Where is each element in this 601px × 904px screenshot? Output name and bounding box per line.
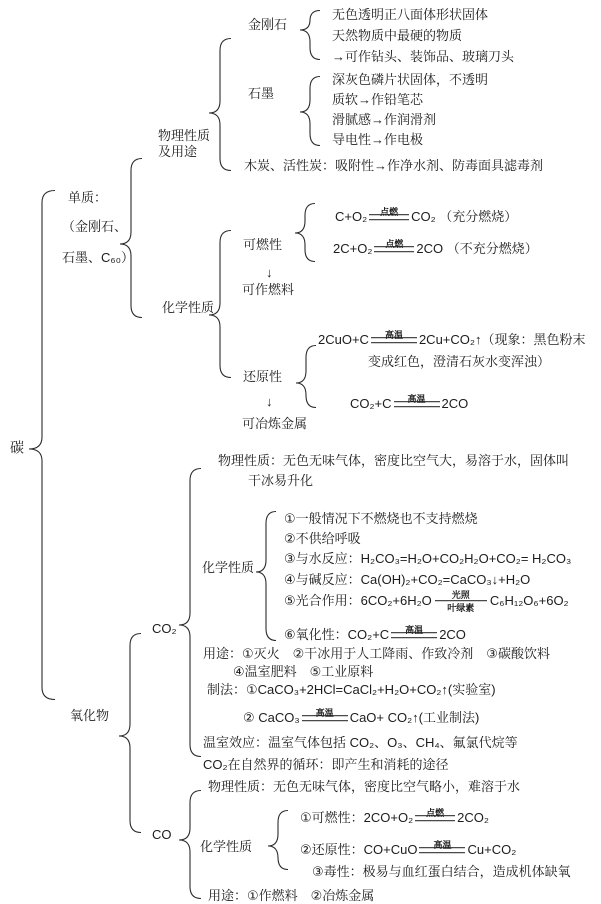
smelting-note: 可冶炼金属	[242, 416, 308, 432]
reaction-condition-line	[435, 590, 487, 613]
reaction-condition-line	[394, 394, 440, 407]
brace-graphite-props	[299, 76, 321, 146]
eq-right: Cu+CO₂	[467, 842, 517, 858]
eq-right: 2CO	[439, 627, 466, 643]
reaction-condition-line	[371, 330, 417, 343]
reaction-condition-line	[302, 708, 348, 721]
brace-co-chem-items	[267, 810, 289, 870]
reaction-condition-label: 高温	[407, 394, 426, 404]
diamond-prop-1: 无色透明正八面体形状固体	[332, 7, 489, 23]
chlorophyll-condition-label: 叶绿素	[447, 603, 475, 613]
co2-physical-line-2: 干冰易升化	[248, 473, 314, 489]
reaction-condition-line	[415, 808, 455, 821]
oxides-label: 氧化物	[70, 708, 110, 724]
down-arrow-icon: ↓	[266, 394, 273, 410]
danzhi-label-line-2: （金刚石、	[62, 219, 128, 235]
eq-left: ⑥氧化性：CO₂+C	[284, 627, 390, 643]
reaction-condition-line	[369, 207, 409, 220]
reducibility-label: 还原性	[243, 369, 283, 385]
graphite-prop-1: 深灰色磷片状固体，不透明	[332, 72, 489, 88]
diamond-prop-3: →可作钻头、装饰品、玻璃刀头	[332, 49, 515, 65]
diamond-prop-2: 天然物质中最硬的物质	[332, 28, 463, 44]
physical-props-label-line-2: 及用途	[158, 144, 198, 160]
brace-root	[28, 190, 56, 700]
combustion-eq-full	[335, 209, 517, 225]
brace-co2-chem-items	[255, 511, 277, 641]
brace-diamond-props	[299, 10, 321, 60]
charcoal-row: 木炭、活性炭：吸附性→作净水剂、防毒面具滤毒剂	[244, 158, 544, 174]
eq-right: CaO+ CO₂↑(工业制法)	[349, 710, 480, 726]
co-chem-item-2-reducibility	[300, 842, 516, 858]
reduction-eq-cuo	[318, 332, 585, 348]
reduction-eq-cuo-line2: 变成红色，澄清石灰水变浑浊）	[368, 354, 551, 370]
co2-chem-item-3: ③与水反应：H₂CO₃=H₂O+CO₂H₂O+CO₂= H₂CO₃	[284, 551, 572, 567]
co-uses-row: 用途：①作燃料 ②冶炼金属	[208, 888, 375, 904]
co2-chem-item-1: ①一般情况下不燃烧也不支持燃烧	[284, 511, 478, 527]
carbon-cycle-row: CO₂在自然界的循环：即产生和消耗的途径	[203, 757, 449, 773]
eq-left: ② CaCO₃	[243, 710, 300, 726]
reaction-condition-label: 点燃	[385, 239, 404, 249]
brace-oxides-children	[118, 633, 142, 833]
eq-left: 2CuO+C	[318, 332, 369, 348]
reaction-condition-label: 高温	[433, 840, 452, 850]
danzhi-label-line-1: 单质：	[68, 190, 108, 206]
reaction-condition-label: 点燃	[426, 808, 445, 818]
greenhouse-row: 温室效应：温室气体包括 CO₂、O₃、CH₄、氟氯代烷等	[203, 735, 518, 751]
reaction-condition-label: 高温	[315, 708, 334, 718]
eq-left: ⑤光合作用：6CO₂+6H₂O	[284, 593, 432, 609]
graphite-prop-4: 导电性→作电极	[332, 132, 424, 148]
co2-chem-item-2: ②不供给呼吸	[284, 531, 361, 547]
co2-chem-item-5-photosynthesis	[284, 590, 569, 613]
eq-right: 2CO₂	[457, 810, 489, 826]
co2-chemical-label: 化学性质	[202, 560, 255, 576]
eq-right: 2CO （不充分燃烧）	[416, 241, 538, 257]
root-label: 碳	[10, 439, 24, 456]
brace-reducibility-eqs	[295, 345, 317, 408]
reaction-condition-line	[419, 840, 465, 853]
co-chem-item-3-toxicity: ③毒性：极易与血红蛋白结合，造成机体缺氧	[312, 864, 571, 880]
brace-chemical-children	[208, 230, 232, 378]
co-label: CO	[152, 827, 172, 843]
co2-label: CO₂	[152, 621, 177, 637]
eq-right: 2CO	[441, 396, 469, 412]
physical-props-label-line-1: 物理性质	[158, 128, 211, 144]
eq-left: C+O₂	[335, 209, 368, 225]
co2-uses-line-2: ④温室肥料 ⑤工业原料	[233, 664, 374, 680]
co2-physical-line-1: 物理性质：无色无味气体，密度比空气大，易溶于水，固体叫	[218, 453, 570, 469]
co-chemical-label: 化学性质	[200, 839, 253, 855]
chemical-props-label: 化学性质	[162, 300, 215, 316]
eq-left: ①可燃性：2CO+O₂	[300, 810, 414, 826]
fuel-note: 可作燃料	[242, 282, 295, 298]
brace-co-children	[178, 790, 202, 899]
co2-chem-item-4: ④与碱反应：Ca(OH)₂+CO₂=CaCO₃↓+H₂O	[284, 572, 531, 588]
eq-left: ②还原性：CO+CuO	[300, 842, 418, 858]
reduction-eq-co2	[350, 396, 468, 412]
reaction-condition-label: 高温	[405, 625, 424, 635]
graphite-label: 石墨	[248, 86, 275, 102]
brace-physical-children	[208, 38, 232, 171]
co-chem-item-1-combustibility	[300, 810, 489, 826]
graphite-prop-2: 质软→作铅笔芯	[332, 92, 424, 108]
co2-chem-item-6-oxidizing	[284, 627, 466, 643]
eq-right: 2Cu+CO₂↑（现象：黑色粉末	[418, 332, 586, 348]
eq-right: CO₂ （充分燃烧）	[411, 209, 518, 225]
co2-uses-line-1: 用途：①灭火 ②干冰用于人工降雨、作致冷剂 ③碳酸饮料	[203, 646, 550, 662]
light-condition-label: 光照	[451, 590, 470, 600]
eq-right: C₆H₁₂O₆+6O₂	[489, 593, 569, 609]
eq-left: 2C+O₂	[333, 241, 373, 257]
brace-co2-children	[178, 468, 202, 757]
graphite-prop-3: 滑腻感→作润滑剂	[332, 112, 437, 128]
reaction-condition-line	[374, 239, 414, 252]
reaction-condition-label: 高温	[384, 330, 403, 340]
danzhi-label-line-3: 石墨、C₆₀）	[62, 250, 135, 266]
combustion-eq-partial	[333, 241, 538, 257]
down-arrow-icon: ↓	[266, 265, 273, 281]
combustibility-label: 可燃性	[243, 237, 283, 253]
co2-preparation-line-1: 制法：①CaCO₃+2HCl=CaCl₂+H₂O+CO₂↑(实验室)	[207, 682, 496, 698]
reaction-condition-line	[391, 625, 437, 638]
brace-danzhi-children	[119, 158, 143, 318]
reaction-condition-label: 点燃	[380, 207, 399, 217]
eq-left: CO₂+C	[350, 396, 392, 412]
diamond-label: 金刚石	[248, 17, 288, 33]
co2-preparation-line-2	[243, 710, 479, 726]
co-physical-row: 物理性质：无色无味气体，密度比空气略小，难溶于水	[208, 779, 521, 795]
brace-combustibility-eqs	[294, 203, 316, 262]
